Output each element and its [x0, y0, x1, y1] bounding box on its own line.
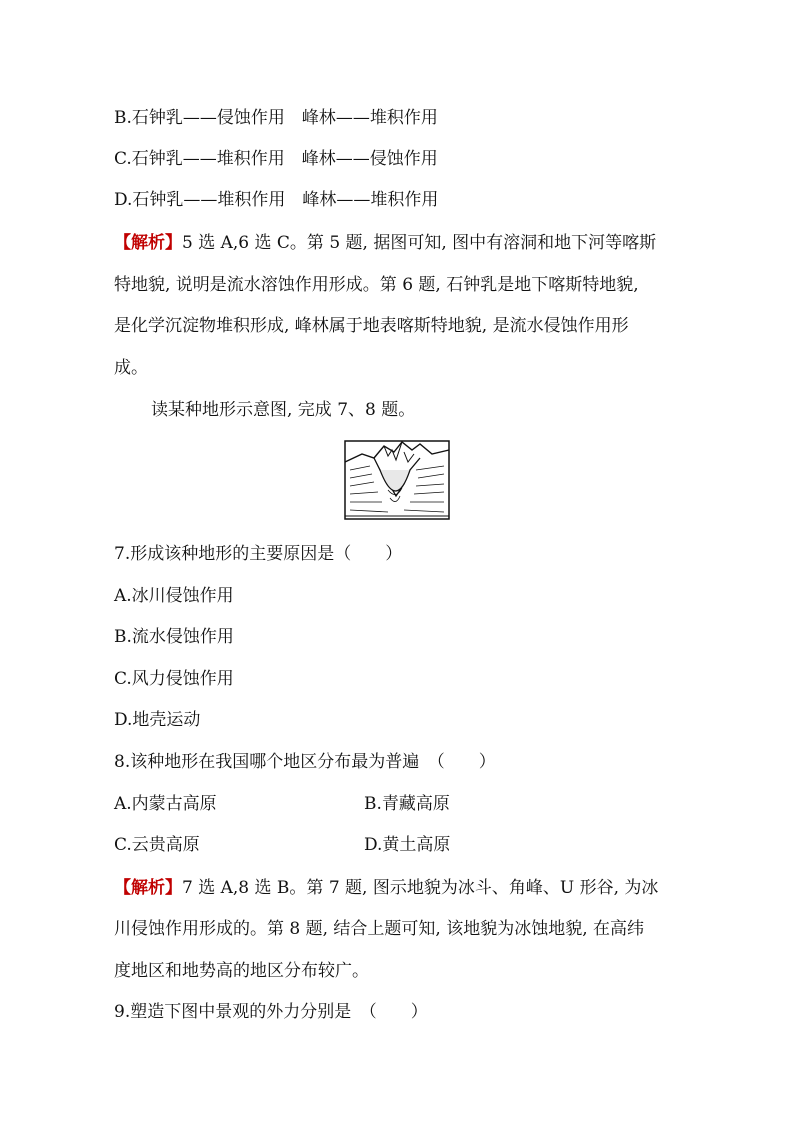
analysis-2-line-1	[114, 876, 658, 900]
q8-option-b: B.青藏高原	[364, 794, 450, 814]
glacial-landform-diagram-icon	[344, 440, 450, 520]
analysis-1-text: 5 选 A,6 选 C。第 5 题, 据图可知, 图中有溶洞和地下河等喀斯	[182, 233, 657, 253]
analysis-tag: 【解析】	[114, 878, 182, 898]
q7-option-b: B.流水侵蚀作用	[114, 627, 234, 647]
analysis-1-line-4: 成。	[114, 358, 148, 378]
q7-option-a: A.冰川侵蚀作用	[114, 586, 234, 606]
analysis-1-line-3: 是化学沉淀物堆积形成, 峰林属于地表喀斯特地貌, 是流水侵蚀作用形	[114, 316, 629, 336]
instruction-text: 读某种地形示意图, 完成 7、8 题。	[151, 400, 416, 420]
analysis-1-line-2: 特地貌, 说明是流水溶蚀作用形成。第 6 题, 石钟乳是地下喀斯特地貌,	[114, 275, 639, 295]
q8-stem: 8.该种地形在我国哪个地区分布最为普遍 （ ）	[114, 752, 496, 772]
q7-option-c: C.风力侵蚀作用	[114, 669, 234, 689]
q8-option-c: C.云贵高原	[114, 835, 200, 855]
analysis-2-line-2: 川侵蚀作用形成的。第 8 题, 结合上题可知, 该地貌为冰蚀地貌, 在高纬	[114, 919, 645, 939]
q6-option-c: C.石钟乳——堆积作用 峰林——侵蚀作用	[114, 149, 438, 169]
q7-stem: 7.形成该种地形的主要原因是（ ）	[114, 544, 403, 564]
analysis-1-line-1	[114, 231, 656, 255]
analysis-tag: 【解析】	[114, 233, 182, 253]
q7-option-d: D.地壳运动	[114, 710, 201, 730]
q6-option-d: D.石钟乳——堆积作用 峰林——堆积作用	[114, 190, 439, 210]
analysis-2-line-3: 度地区和地势高的地区分布较广。	[114, 961, 369, 981]
q9-stem: 9.塑造下图中景观的外力分别是 （ ）	[114, 1002, 428, 1022]
analysis-2-text: 7 选 A,8 选 B。第 7 题, 图示地貌为冰斗、角峰、U 形谷, 为冰	[182, 878, 659, 898]
q8-option-a: A.内蒙古高原	[114, 794, 217, 814]
q6-option-b: B.石钟乳——侵蚀作用 峰林——堆积作用	[114, 108, 438, 128]
q8-option-d: D.黄土高原	[364, 835, 451, 855]
